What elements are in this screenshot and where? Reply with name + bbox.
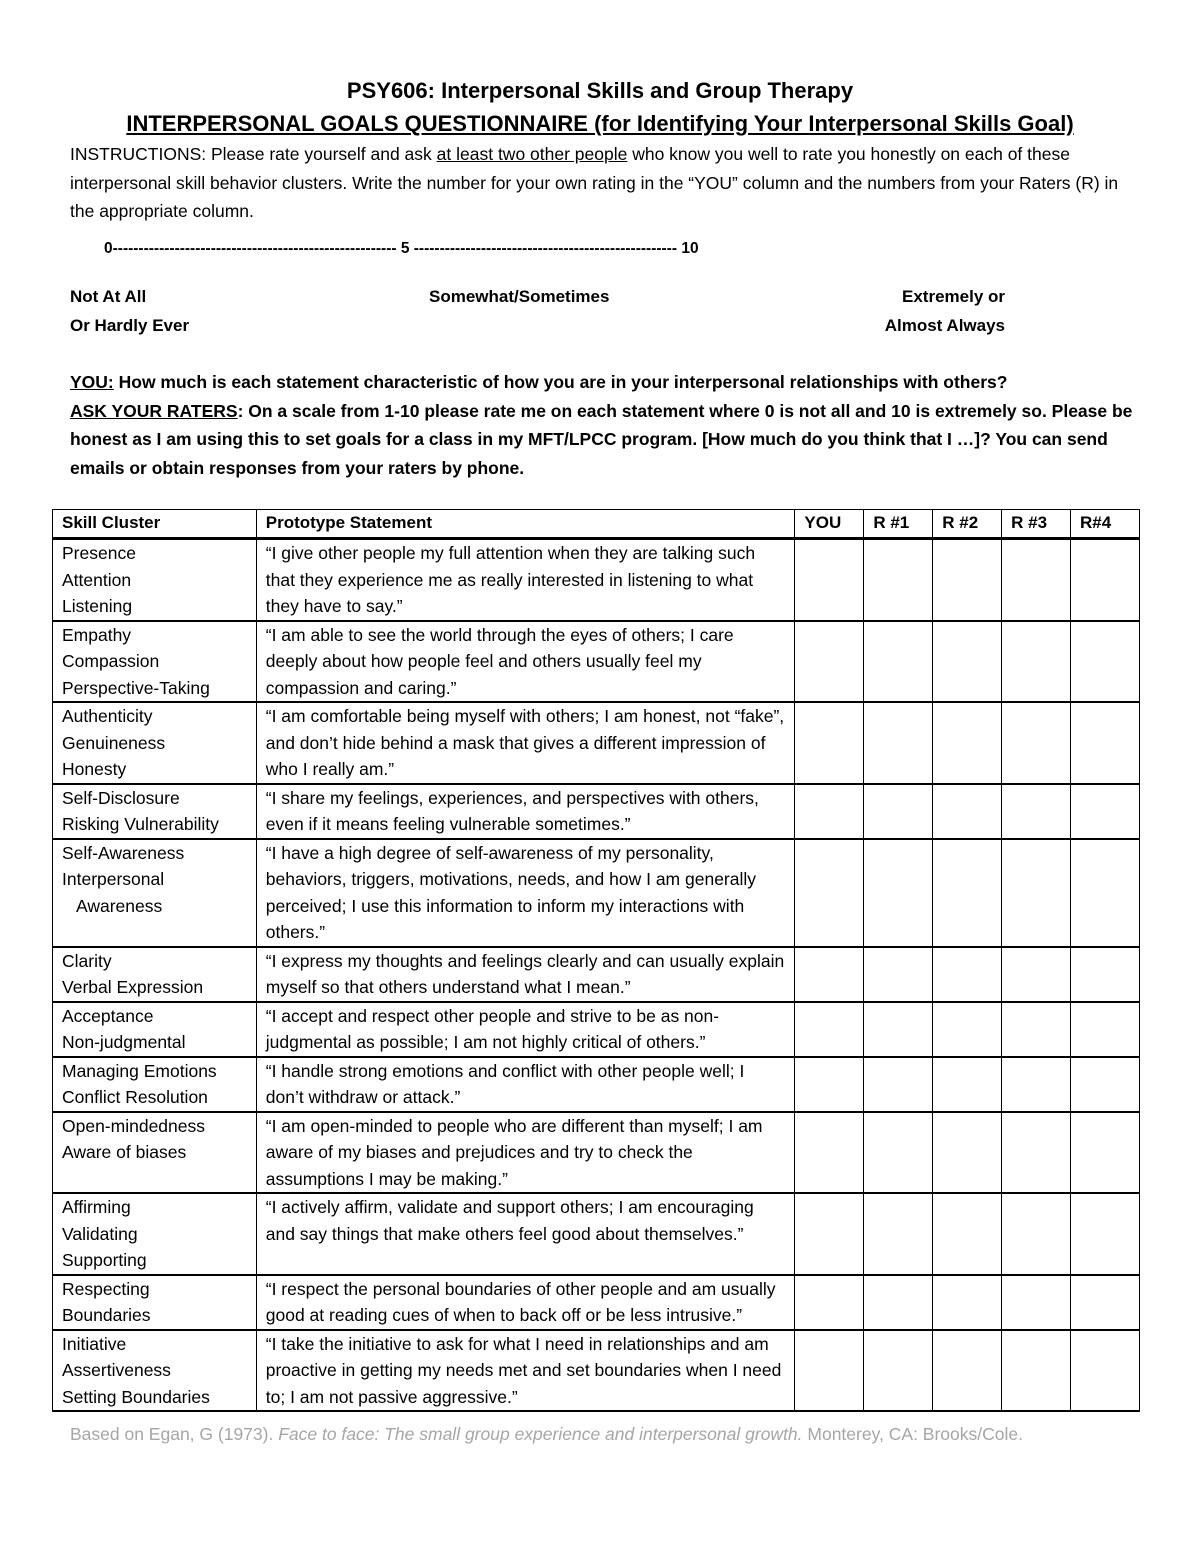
anchor-low-line1: Not At All [70,287,147,306]
rating-cell-r4[interactable] [1071,1193,1140,1275]
skill-name: Compassion [62,651,160,671]
rating-cell-r3[interactable] [1002,702,1071,784]
skill-name: Presence [62,543,136,563]
rating-cell-r4[interactable] [1071,1275,1140,1330]
rating-cell-r2[interactable] [933,702,1002,784]
table-row [53,1057,1140,1112]
rating-cell-r3[interactable] [1002,784,1071,839]
rating-cell-r3[interactable] [1002,1112,1071,1194]
instructions-underlined: at least two other people [436,144,628,164]
skill-name: Affirming [62,1197,131,1217]
rating-cell-r4[interactable] [1071,839,1140,947]
table-row [53,1330,1140,1412]
skill-cluster-cell [53,1275,257,1330]
rating-cell-r3[interactable] [1002,839,1071,947]
rating-cell-r1[interactable] [864,947,933,1002]
citation [70,1420,1070,1449]
rating-cell-r4[interactable] [1071,1002,1140,1057]
raters-text: : On a scale from 1-10 please rate me on each statement where 0 is not all and 10 is extremely so. Please be honest as I am using this to set goals for a class in my MFT/LPCC program. [How much do you think that I …]? You can send emails or obtain responses from your raters by phone. [70,400,1133,478]
prototype-statement: “I am comfortable being myself with others; I am honest, not “fake”, and don’t hide behind a mask that gives a different impression of who I really am.” [256,702,795,784]
header-skill-cluster: Skill Cluster [53,510,257,539]
prototype-statement: “I respect the personal boundaries of other people and am usually good at reading cues of when to back off or be less intrusive.” [256,1275,795,1330]
you-text: How much is each statement characteristic of how you are in your interpersonal relationships with others? [113,372,1008,392]
skill-name: Self-Awareness [62,842,185,863]
skill-name: Interpersonal [62,869,165,889]
rating-cell-r2[interactable] [933,947,1002,1002]
rating-cell-r3[interactable] [1002,1193,1071,1275]
rating-cell-r1[interactable] [864,539,933,621]
rating-cell-r1[interactable] [864,1275,933,1330]
header-r4: R#4 [1071,510,1140,539]
rating-cell-r3[interactable] [1002,539,1071,621]
rating-cell-r3[interactable] [1002,1057,1071,1112]
table-row [53,1193,1140,1275]
skill-name: Clarity [62,950,112,971]
rating-cell-r2[interactable] [933,1057,1002,1112]
citation-suffix: Monterey, CA: Brooks/Cole. [802,1424,1023,1444]
skill-name: Listening [62,596,133,616]
rating-cell-r4[interactable] [1071,947,1140,1002]
prototype-statement: “I am open-minded to people who are different than myself; I am aware of my biases and prejudices and try to check the assumptions I may be making.” [256,1112,795,1194]
skill-cluster-cell [53,621,257,703]
rating-cell-you[interactable] [795,784,864,839]
skill-name: Authenticity [62,706,153,726]
skill-name: Verbal Expression [62,977,204,997]
rating-cell-r3[interactable] [1002,1330,1071,1412]
scale-anchor-high [870,283,1005,340]
rating-cell-r1[interactable] [864,1112,933,1194]
you-question [70,368,1140,397]
rating-questions [70,368,1140,482]
scale-high: 10 [681,240,699,257]
rating-cell-r1[interactable] [864,1002,933,1057]
rating-cell-r1[interactable] [864,1057,933,1112]
rating-cell-r1[interactable] [864,839,933,947]
rating-cell-r3[interactable] [1002,1002,1071,1057]
skill-name: Perspective-Taking [62,677,210,698]
skill-name: Open-mindedness [62,1115,205,1136]
skill-name: Awareness [76,895,163,916]
anchor-high-line2: Almost Always [884,315,1005,335]
scale-low: 0 [104,240,113,257]
skill-name: Boundaries [62,1305,151,1325]
form-title: INTERPERSONAL GOALS QUESTIONNAIRE (for Identifying Your Interpersonal Skills Goal) [126,111,1074,136]
table-row [53,947,1140,1002]
scale-mid: 5 [400,240,410,257]
rating-cell-r1[interactable] [864,1193,933,1275]
skill-name: Attention [62,569,132,590]
rating-cell-r3[interactable] [1002,1275,1071,1330]
anchor-mid-text: Somewhat/Sometimes [429,287,610,306]
header-r1: R #1 [864,510,933,539]
skill-name: Assertiveness [62,1360,171,1380]
rating-cell-r2[interactable] [933,1330,1002,1412]
rating-cell-r2[interactable] [933,621,1002,703]
rating-cell-you[interactable] [795,702,864,784]
rating-cell-r4[interactable] [1071,621,1140,703]
prototype-statement: “I actively affirm, validate and support others; I am encouraging and say things that make others feel good about themselves.” [256,1193,795,1275]
rating-cell-you[interactable] [795,1112,864,1194]
table-row [53,839,1140,947]
skill-cluster-cell [53,1330,257,1412]
skill-name: Respecting [62,1278,150,1299]
prototype-statement: “I give other people my full attention when they are talking such that they experience me as really interested in listening to what they have to say.” [256,539,795,621]
course-title: PSY606: Interpersonal Skills and Group Therapy [346,78,854,103]
rating-cell-you[interactable] [795,1330,864,1412]
scale-dashes-right: --------------------------------------------------- [413,240,678,257]
skill-cluster-cell [53,539,257,621]
skill-name: Genuineness [62,732,166,753]
rating-cell-you[interactable] [795,839,864,947]
rating-cell-r4[interactable] [1071,1112,1140,1194]
rating-cell-r4[interactable] [1071,539,1140,621]
table-row [53,539,1140,621]
rating-cell-you[interactable] [795,1193,864,1275]
rating-cell-r3[interactable] [1002,621,1071,703]
rating-cell-you[interactable] [795,539,864,621]
header-r2: R #2 [933,510,1002,539]
table-row [53,621,1140,703]
rating-cell-r1[interactable] [864,784,933,839]
skill-name: Validating [62,1223,138,1244]
skill-name: Empathy [62,624,132,645]
prototype-statement: “I handle strong emotions and conflict with other people well; I don’t withdraw or attack.” [256,1057,795,1112]
prototype-statement: “I am able to see the world through the eyes of others; I care deeply about how people feel and others usually feel my compassion and caring.” [256,621,795,703]
header-prototype-statement: Prototype Statement [256,510,795,539]
skill-name: Honesty [62,759,127,779]
prototype-statement: “I accept and respect other people and strive to be as non-judgmental as possible; I am not highly critical of others.” [256,1002,795,1057]
rating-cell-r1[interactable] [864,702,933,784]
table-row [53,1002,1140,1057]
rating-scale [104,240,1004,258]
rating-cell-r2[interactable] [933,1112,1002,1194]
rating-cell-r2[interactable] [933,784,1002,839]
header-r3: R #3 [1002,510,1071,539]
skill-cluster-cell [53,784,257,839]
instructions-suffix: who know you well to rate you honestly on each of these interpersonal skill behavior clusters. Write the number for your own rating in the “YOU” column and the numbers from your Raters (R) in the appropriate column. [70,144,1119,221]
skill-cluster-cell [53,1112,257,1194]
skill-name: Conflict Resolution [62,1087,208,1107]
rating-cell-r2[interactable] [933,1275,1002,1330]
table-row [53,1112,1140,1194]
scale-anchor-low [70,283,189,340]
rating-cell-you[interactable] [795,1057,864,1112]
skill-cluster-cell [53,702,257,784]
skill-name: Setting Boundaries [62,1386,210,1407]
prototype-statement: “I take the initiative to ask for what I need in relationships and am proactive in getting my needs met and set boundaries when I need to; I am not passive aggressive.” [256,1330,795,1412]
rating-cell-r4[interactable] [1071,1330,1140,1412]
prototype-statement: “I share my feelings, experiences, and perspectives with others, even if it means feeling vulnerable sometimes.” [256,784,795,839]
citation-prefix: Based on Egan, G (1973). [70,1424,279,1444]
table-row [53,784,1140,839]
scale-dashes-left: ------------------------------------------------------- [112,240,397,257]
rating-cell-r2[interactable] [933,1002,1002,1057]
skill-cluster-cell [53,1002,257,1057]
instructions-prefix: INSTRUCTIONS: Please rate yourself and ask [70,144,437,164]
skill-name: Managing Emotions [62,1060,217,1081]
raters-question [70,397,1140,483]
skill-name: Non-judgmental [62,1032,186,1052]
rating-cell-r3[interactable] [1002,947,1071,1002]
rating-cell-r2[interactable] [933,539,1002,621]
anchor-low-line2: Or Hardly Ever [70,315,190,335]
skill-cluster-cell [53,1193,257,1275]
skill-cluster-cell [53,947,257,1002]
raters-label: ASK YOUR RATERS [70,400,238,421]
rating-cell-r1[interactable] [864,1330,933,1412]
you-label: YOU: [70,372,114,392]
skills-table [52,509,1140,1412]
prototype-statement: “I express my thoughts and feelings clearly and can usually explain myself so that others understand what I mean.” [256,947,795,1002]
table-header-row [53,510,1140,539]
rating-cell-r4[interactable] [1071,702,1140,784]
rating-cell-you[interactable] [795,947,864,1002]
rating-cell-you[interactable] [795,1002,864,1057]
rating-cell-you[interactable] [795,621,864,703]
skill-cluster-cell [53,1057,257,1112]
rating-cell-r4[interactable] [1071,1057,1140,1112]
rating-cell-r1[interactable] [864,621,933,703]
skill-name: Aware of biases [62,1142,187,1162]
table-row [53,1275,1140,1330]
anchor-high-line1: Extremely or [902,287,1005,306]
skill-name: Risking Vulnerability [62,814,219,834]
skill-cluster-cell [53,839,257,947]
rating-cell-r4[interactable] [1071,784,1140,839]
skill-name: Initiative [62,1333,127,1354]
header-you: YOU [795,510,864,539]
skill-name: Supporting [62,1250,147,1270]
rating-cell-r2[interactable] [933,1193,1002,1275]
skill-name: Acceptance [62,1005,154,1026]
rating-cell-r2[interactable] [933,839,1002,947]
scale-anchor-mid [429,283,609,312]
prototype-statement: “I have a high degree of self-awareness of my personality, behaviors, triggers, motivations, needs, and how I am generally perceived; I use this information to inform my interactions with others.” [256,839,795,947]
skill-name: Self-Disclosure [62,787,180,808]
rating-cell-you[interactable] [795,1275,864,1330]
citation-title: Face to face: The small group experience and interpersonal growth. [278,1424,803,1444]
instructions [70,140,1130,226]
table-row [53,702,1140,784]
